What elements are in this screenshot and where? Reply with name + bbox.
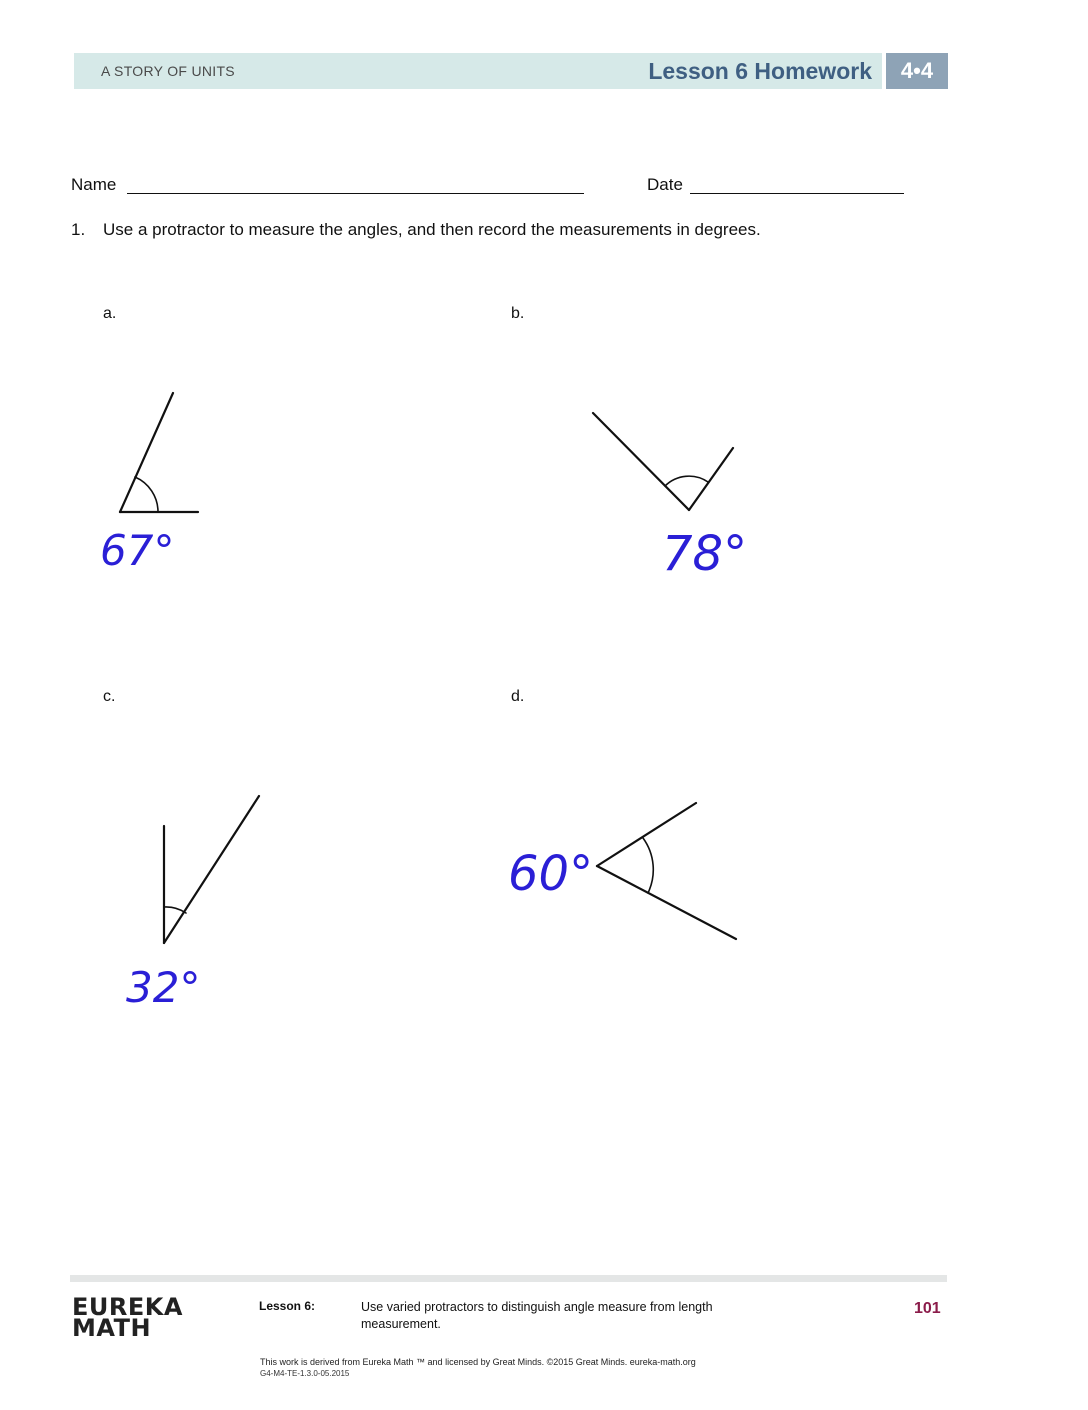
answer-a: 67°: [100, 526, 175, 575]
logo-line-1: EUREKA: [72, 1293, 183, 1321]
footer-lesson-ref: Lesson 6:: [259, 1299, 316, 1313]
angle-b-arc: [665, 476, 708, 486]
question-prompt: Use a protractor to measure the angles, and then record the measurements in degrees.: [103, 220, 761, 239]
angle-b-ray-1: [593, 413, 689, 510]
angle-a-diagram: [120, 393, 198, 512]
document-code: G4-M4-TE-1.3.0-05.2015: [260, 1369, 350, 1378]
page-number: 101: [914, 1300, 941, 1317]
angle-d-ray-1: [597, 803, 696, 866]
answer-b: 78°: [662, 526, 748, 582]
angle-c-diagram: [164, 796, 259, 943]
part-label-d: d.: [511, 688, 525, 705]
angle-d-arc: [643, 838, 653, 893]
angle-c-ray-2: [164, 796, 259, 943]
series-title: A STORY OF UNITS: [101, 63, 235, 79]
part-label-c: c.: [103, 688, 116, 705]
footer-lesson-desc: Use varied protractors to distinguish angle measure from length measurement.: [361, 1300, 713, 1331]
angle-d-ray-2: [597, 866, 736, 939]
angle-a-ray-1: [120, 393, 173, 512]
part-label-a: a.: [103, 305, 117, 322]
angle-b-diagram: [593, 413, 733, 510]
module-badge: 4•4: [886, 53, 948, 89]
eureka-math-logo: [72, 1293, 183, 1342]
logo-line-2: MATH: [72, 1314, 152, 1342]
angle-d-diagram: [597, 803, 736, 939]
angle-b-ray-2: [689, 448, 733, 510]
answer-c: 32°: [126, 963, 201, 1012]
question-number: 1.: [71, 220, 86, 239]
footer-rule: [70, 1275, 947, 1282]
answer-d: 60°: [508, 846, 594, 902]
name-label: Name: [71, 175, 117, 194]
part-label-b: b.: [511, 305, 525, 322]
license-text: This work is derived from Eureka Math ™ and licensed by Great Minds. ©2015 Great Minds. eureka-math.org: [260, 1357, 696, 1367]
angle-a-arc: [135, 477, 158, 512]
lesson-title: Lesson 6 Homework: [648, 58, 872, 84]
date-label: Date: [647, 175, 683, 194]
